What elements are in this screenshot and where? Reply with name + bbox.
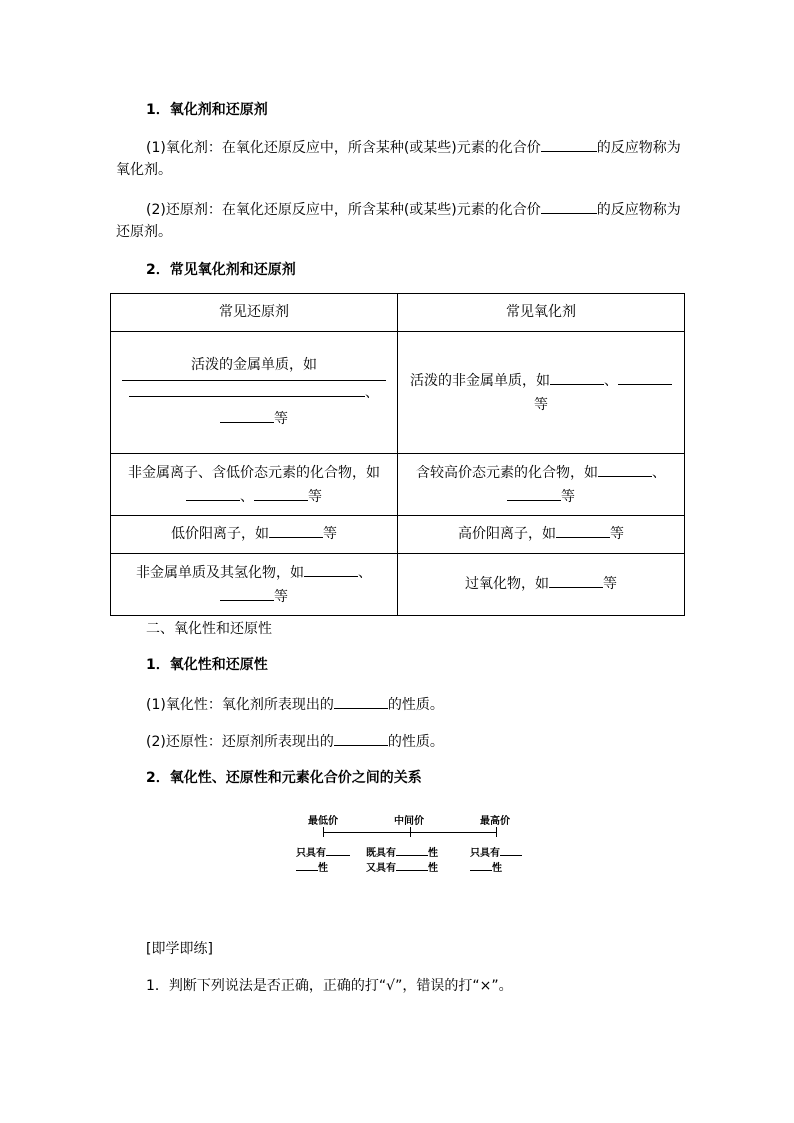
fill-blank[interactable]	[549, 573, 603, 588]
separator: 、	[240, 488, 254, 505]
paragraph-oxidant	[146, 137, 681, 157]
section-heading-3: 1．氧化性和还原性	[146, 657, 268, 673]
text: 既具有	[366, 848, 396, 859]
cell-end: 等	[274, 588, 288, 605]
table-header-row	[111, 294, 685, 332]
separator: 、	[358, 564, 372, 581]
table-cell	[398, 332, 685, 454]
fill-blank[interactable]	[396, 845, 428, 856]
cell-text: 低价阳离子，如	[171, 526, 269, 542]
fill-blank[interactable]	[326, 845, 350, 856]
text: 的性质。	[387, 697, 444, 713]
text: (1)氧化剂：在氧化还原反应中，所含某种(或某些)元素的化合价	[146, 140, 541, 156]
text: (2)还原剂：在氧化还原反应中，所含某种(或某些)元素的化合价	[146, 202, 541, 218]
part-title: 二、氧化性和还原性	[146, 621, 272, 637]
valence-diagram	[290, 810, 530, 880]
fill-blank[interactable]	[500, 845, 522, 856]
table-cell	[111, 554, 398, 616]
cell-end: 等	[561, 488, 575, 505]
fill-blank[interactable]	[129, 382, 365, 397]
fill-blank[interactable]	[220, 586, 274, 601]
table-row	[111, 554, 685, 616]
text: 只具有	[296, 848, 326, 859]
table-cell	[398, 554, 685, 616]
text: (2)还原性：还原剂所表现出的	[146, 734, 334, 750]
right-bottom	[470, 859, 502, 874]
section-heading-4: 2．氧化性、还原性和元素化合价之间的关系	[146, 770, 422, 786]
fill-blank[interactable]	[598, 462, 652, 477]
separator: 、	[365, 385, 379, 401]
fill-blank[interactable]	[470, 860, 492, 871]
table-cell	[398, 454, 685, 516]
cell-text: 活泼的金属单质，如	[191, 357, 317, 373]
table-row	[111, 332, 685, 454]
practice-label: [即学即练]	[146, 941, 213, 957]
cell-line	[117, 485, 391, 509]
cell-text: 非金属单质及其氢化物，如	[136, 564, 304, 581]
section-heading-2: 2．常见氧化剂和还原剂	[146, 262, 296, 278]
fill-blank[interactable]	[396, 860, 428, 871]
fill-blank[interactable]	[254, 486, 308, 501]
text: 性	[428, 863, 438, 874]
mid-bottom	[366, 859, 438, 874]
section-heading-1: 1．氧化剂和还原剂	[146, 102, 268, 118]
cell-line	[117, 381, 391, 405]
fill-blank[interactable]	[296, 860, 318, 871]
fill-blank[interactable]	[334, 694, 388, 709]
cell-line	[404, 485, 678, 509]
left-top	[296, 844, 350, 859]
table-row	[111, 454, 685, 516]
table-cell	[398, 516, 685, 554]
text: 的反应物称为	[596, 140, 681, 156]
cell-line	[404, 369, 678, 393]
fill-blank[interactable]	[304, 562, 358, 577]
cell-text: 活泼的非金属单质，如	[410, 372, 550, 389]
fill-blank[interactable]	[186, 486, 240, 501]
fill-blank[interactable]	[541, 137, 597, 152]
text: (1)氧化性：氧化剂所表现出的	[146, 697, 334, 713]
table-cell	[111, 454, 398, 516]
fill-blank[interactable]	[541, 199, 597, 214]
table-row	[111, 516, 685, 554]
table-header-reductant: 常见还原剂	[111, 294, 398, 332]
table-cell	[111, 516, 398, 554]
axis-tick	[496, 827, 497, 837]
label-lowest: 最低价	[308, 816, 338, 827]
fill-blank[interactable]	[269, 523, 323, 538]
separator: 、	[604, 372, 618, 389]
text: 性	[428, 848, 438, 859]
paragraph-reducing	[146, 731, 444, 751]
axis-tick	[323, 827, 324, 837]
text: 性	[318, 863, 328, 874]
label-middle: 中间价	[394, 816, 424, 827]
table-header-oxidant: 常见氧化剂	[398, 294, 685, 332]
text: 的反应物称为	[596, 202, 681, 218]
cell-line	[117, 585, 391, 609]
fill-blank[interactable]	[507, 486, 561, 501]
cell-text: 非金属离子、含低价态元素的化合物，如	[128, 464, 380, 481]
question-1: 1．判断下列说法是否正确，正确的打“√”，错误的打“×”。	[146, 978, 513, 994]
cell-text: 高价阳离子，如	[458, 526, 556, 542]
agents-table	[110, 293, 685, 616]
cell-end: 等	[534, 396, 548, 413]
text: 只具有	[470, 848, 500, 859]
fill-blank[interactable]	[618, 370, 672, 385]
left-bottom	[296, 859, 328, 874]
fill-blank[interactable]	[220, 408, 274, 423]
cell-text: 过氧化物，如	[465, 576, 549, 592]
fill-blank[interactable]	[556, 523, 610, 538]
paragraph-oxidizing	[146, 694, 444, 714]
cell-end: 等	[323, 526, 337, 542]
cell-end: 等	[603, 576, 617, 592]
separator: 、	[652, 464, 666, 481]
paragraph-reductant-cont: 还原剂。	[116, 224, 172, 240]
label-highest: 最高价	[480, 816, 510, 827]
cell-end: 等	[274, 411, 288, 427]
table-cell	[111, 332, 398, 454]
cell-line	[117, 561, 391, 585]
text: 又具有	[366, 863, 396, 874]
fill-blank[interactable]	[334, 731, 388, 746]
fill-blank[interactable]	[550, 370, 604, 385]
mid-top	[366, 844, 438, 859]
cell-text: 含较高价态元素的化合物，如	[416, 464, 598, 481]
paragraph-reductant	[146, 199, 681, 219]
cell-line	[404, 461, 678, 485]
cell-end: 等	[308, 488, 322, 505]
cell-end: 等	[610, 526, 624, 542]
axis-tick	[410, 827, 411, 837]
cell-line	[117, 405, 391, 434]
right-top	[470, 844, 522, 859]
paragraph-oxidant-cont: 氧化剂。	[116, 162, 172, 178]
text: 的性质。	[387, 734, 444, 750]
text: 性	[492, 863, 502, 874]
